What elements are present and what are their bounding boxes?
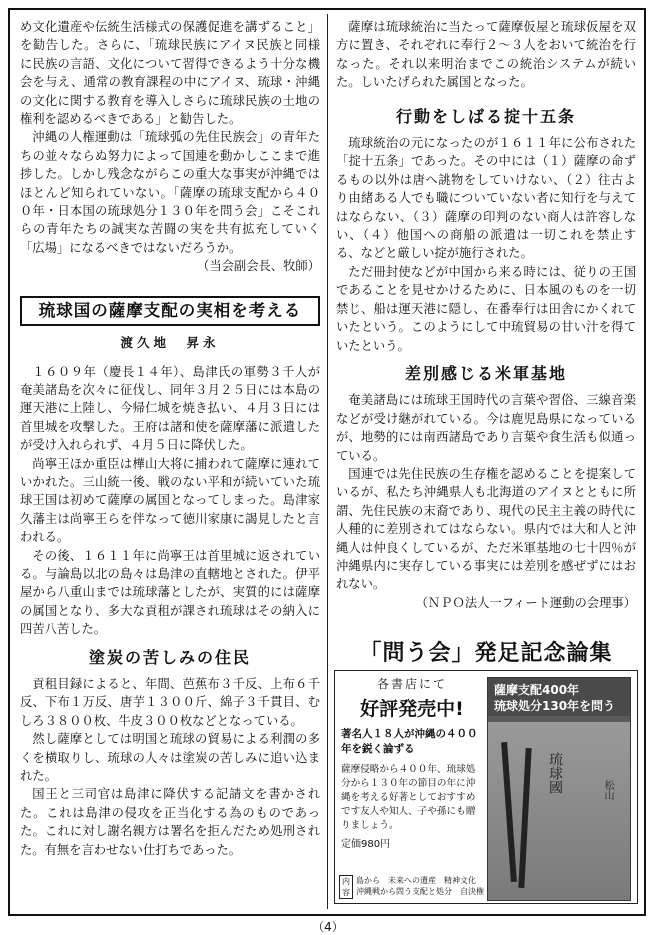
sanshin-stick-icon xyxy=(518,748,531,888)
book-cover-title-line-2: 琉球処分130年を問う xyxy=(494,699,616,713)
sanshin-stick-icon xyxy=(501,742,517,882)
left-column xyxy=(20,18,320,859)
fifteen-articles-paragraph-1: 琉球統治の元になったのが１６１１年に公布された「掟十五条」であった。その中には（１）薩摩の命ずるもの以外は唐へ誂物をしていけない、（２）往古より由緒ある人でも職についていない者に知行を与えてはならない、（３）薩摩の印判のない商人は許容しない、（４）他国への商船の派遣は一切これを禁止する、などと厳しい掟が施行された。 xyxy=(336,136,636,261)
book-cover-image xyxy=(487,677,631,901)
military-base-paragraph-1: 奄美諸島には琉球王国時代の言葉や習俗、三線音楽などが受け継がれている。今は鹿児島県になっているが、地勢的には南西諸島であり言葉や食生活も似通っている。 xyxy=(336,393,636,463)
book-cover-art xyxy=(488,722,630,900)
ad-contents-label: 内容 xyxy=(339,875,353,899)
ad-contents xyxy=(339,875,489,899)
page-number: （4） xyxy=(312,920,344,934)
right-column xyxy=(336,18,636,612)
article-author: 渡久地 昇永 xyxy=(120,335,220,351)
ad-contents-line-1: 島から 未来への遺産 精神文化 xyxy=(356,876,476,885)
opening-paragraph: 薩摩は琉球統治に当たって薩摩仮屋と琉球仮屋を双方に置き、それぞれに奉行２～３人をおいて統治を行なった。それ以来明治までこの統治システムが続いた。しいたげられた属国となった。 xyxy=(336,20,636,90)
book-cover-calligraphy: 琉球國 xyxy=(547,752,563,794)
article-paragraph-1: １６０９年（慶長１４年）、島津氏の軍勢３千人が奄美諸島を次々に征伐し、同年３月２５日には本島の運天港に上陸し、今帰仁城を焼き払い、４月３日には首里城を攻撃した。王府は諸和使を薩摩藩に派遣したが受け入れられず、４月５日に降伏した。 xyxy=(20,364,320,453)
intro-paragraph-2: 沖縄の人権運動は「琉球弧の先住民族会」の青年たちの並々ならぬ努力によって国連を動かしここまで進捗した。しかし残念ながらこの重大な事実が沖縄ではほとんど知られていない。「薩摩の琉球支配から４００年・日本国の琉球処分１３０年を問う会」こそこれらの青年たちの誠実な苦闘の実を共有拡充していく「広場」になるべきではないだろうか。 xyxy=(20,130,320,255)
military-base-signature: （ＮＰＯ法人一フィート運動の会理事） xyxy=(415,595,636,610)
column-divider xyxy=(327,14,328,909)
article-paragraph-2: 尚寧王ほか重臣は樺山大将に捕われて薩摩に連れていかれた。三山統一後、戦のない平和が続いていた琉球王国は初めて薩摩の属国となってしまった。島津家久藩主は尚寧王らを伴なって徳川家康に謁見したと言われる。 xyxy=(20,456,320,545)
intro-paragraph-1: め文化遺産や伝統生活様式の保護促進を講ずること」を勧告した。さらに、「琉球民族にアイヌ民族と同様に民族の言語、文化について習得できるよう十分な機会を与え、通常の教育課程の中にアイヌ、琉球・沖縄の文化に関する教育を導入しさらに琉球民族の土地の権利を認めるべきである」と勧告した。 xyxy=(20,20,320,127)
ad-stores: 各書店にて xyxy=(376,677,447,691)
ad-subtitle: 著名人１８人が沖縄の４００年を鋭く論ずる xyxy=(341,728,478,755)
ad-price: 定価980円 xyxy=(341,839,391,850)
section-heading-fifteen-articles: 行動をしばる掟十五条 xyxy=(395,106,576,126)
suffering-paragraph-1: 貢租目録によると、年間、芭蕉布３千反、上布６千反、下布１万反、唐芋１３００斤、綿子３千貫目、むしろ３８００枚、牛皮３００枚などとなっている。 xyxy=(20,677,320,728)
ad-text-block xyxy=(341,675,483,850)
section-heading-suffering: 塗炭の苦しみの住民 xyxy=(88,647,251,667)
ad-title: 「問う会」発足記念論集 xyxy=(359,641,613,666)
book-cover-calligraphy-2: 松山 xyxy=(602,780,613,800)
article-paragraph-3: その後、１６１１年に尚寧王は首里城に返されている。与論島以北の島々は島津の直轄地とされた。伊平屋から八重山までは琉球藩としたが、実質的には薩摩の属国となり、多大な貢租が課され琉球はその納入に四苦八苦した。 xyxy=(20,548,320,637)
suffering-paragraph-3: 国王と三司官は島津に降伏する記請文を書かされた。これは島津の侵攻を正当化する為のものであった。これに対し謝名親方は署名を拒んだため処刑された。有無を言わせない仕打ちであった。 xyxy=(20,787,320,857)
article-title: 琉球国の薩摩支配の実相を考える xyxy=(20,296,320,326)
ad-body xyxy=(334,670,638,904)
ad-contents-line-2: 沖縄戦から問う支配と処分 自決権 xyxy=(356,887,484,896)
ad-description: 薩摩侵略から４００年、琉球処分から１３０年の節目の年に沖縄を考える好著としておすすめです友人や知人、子や孫にも贈りましょう。 xyxy=(341,764,476,831)
intro-signature: （当会副会長、牧師） xyxy=(197,259,320,274)
book-cover-title-line-1: 薩摩支配400年 xyxy=(494,683,580,697)
ad-sale: 好評発売中! xyxy=(360,698,464,720)
fifteen-articles-paragraph-2: ただ冊封使などが中国から来る時には、従りの王国であることを見せかけるために、日本風のものを一切禁じ、船は運天港に隠し、在番奉行は田舎にかくれていたという。このようにして中琉貿易の甘い汁を得ていたという。 xyxy=(336,264,636,353)
book-advertisement xyxy=(334,630,638,912)
suffering-paragraph-2: 然し薩摩としては明国と琉球の貿易による利潤の多くを横取りし、琉球の人々は塗炭の苦しみに追い込まれた。 xyxy=(20,732,320,784)
military-base-paragraph-2: 国連では先住民族の生存権を認めることを提案しているが、私たち沖縄県人も北海道のアイヌとともに所謂、先住民族の末裔であり、現代の民主主義の時代に人種的に差別されてはならない。県内では大和人と沖縄人は仲良くしているが、ただ米軍基地の七十四％が沖縄県内に実存している事実には差別を感ぜずにはおれない。 xyxy=(336,466,636,592)
ad-contents-list xyxy=(356,875,484,899)
section-heading-military-base: 差別感じる米軍基地 xyxy=(404,363,567,383)
book-cover-title xyxy=(488,678,630,716)
